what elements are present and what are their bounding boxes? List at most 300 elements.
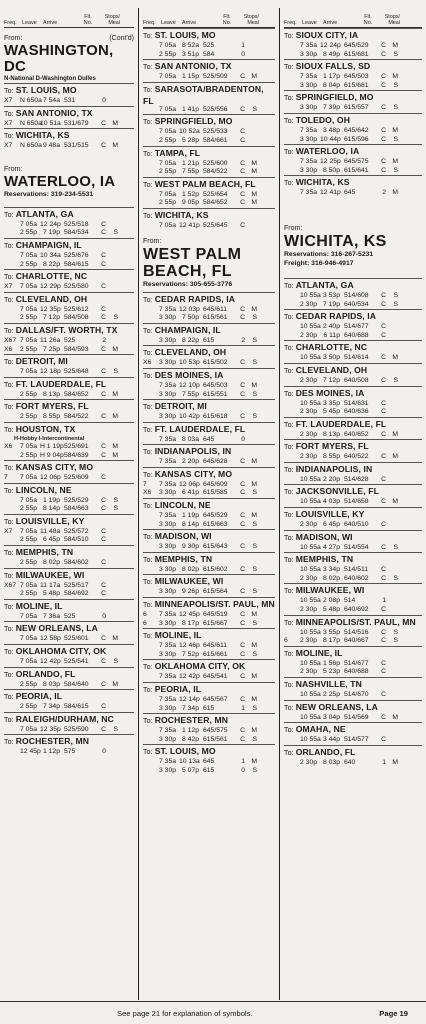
to-prefix: To: xyxy=(143,534,155,542)
arrive-time: 8 22p xyxy=(42,260,60,268)
arrive-time: 12 25p xyxy=(320,158,341,166)
leave-time: 3 30p xyxy=(159,735,177,743)
destination-block xyxy=(143,177,275,208)
leave-time: 7 05a xyxy=(159,221,177,229)
destination-block xyxy=(143,597,275,628)
destination-name: To: CHAMPAIGN, IL xyxy=(4,239,82,250)
flight-row xyxy=(143,758,275,767)
stops: C xyxy=(240,359,245,367)
arrive-time: 12 45p xyxy=(179,611,200,619)
destination-name: To: ST. LOUIS, MO xyxy=(143,30,216,40)
flight-row xyxy=(4,252,134,261)
stops: C xyxy=(381,323,386,331)
stops: C xyxy=(101,229,106,237)
flight-row xyxy=(143,137,275,146)
destination-block xyxy=(4,568,134,599)
meal: M xyxy=(251,758,257,766)
arrive-time: 10 42p xyxy=(179,413,200,421)
to-prefix: To: xyxy=(284,727,296,735)
flight-row xyxy=(143,489,275,498)
flight-number: 514/516 xyxy=(344,628,369,636)
flight-number: 525/654 xyxy=(203,190,228,198)
stops: C xyxy=(240,588,245,596)
flight-row xyxy=(4,306,134,315)
frequency xyxy=(4,252,20,261)
arrive-time: 8 42p xyxy=(181,735,199,743)
destination-name: To: ATLANTA, GA xyxy=(284,279,354,290)
flight-row xyxy=(143,314,275,323)
destination-name: To: SARASOTA/BRADENTON, FL xyxy=(143,83,264,106)
flight-number: 645/529 xyxy=(344,42,369,49)
meal: S xyxy=(113,496,118,504)
stops: C xyxy=(240,512,245,520)
flight-number: 514/554 xyxy=(344,543,369,551)
flight-number: 640/602 xyxy=(344,574,369,582)
frequency xyxy=(143,566,159,575)
arrive-time: 8 17p xyxy=(322,637,340,645)
flight-number: 525/645 xyxy=(203,221,228,229)
stops: C xyxy=(240,543,245,551)
arrive-time: 1 19p xyxy=(181,512,199,520)
meal xyxy=(106,528,118,537)
leave-time: 7 35a xyxy=(159,381,177,389)
stops: C xyxy=(381,628,386,636)
to-prefix: To: xyxy=(284,95,296,103)
frequency: X6 xyxy=(143,359,152,367)
airport-note: H-Hobby I-Intercontinental xyxy=(14,435,85,442)
destination-name: To: DES MOINES, IA xyxy=(143,369,224,380)
meal: S xyxy=(393,628,398,636)
frequency xyxy=(284,521,300,530)
stops: C xyxy=(101,703,106,711)
flight-number: 615/643 xyxy=(203,543,228,551)
meal: M xyxy=(392,430,398,438)
frequency xyxy=(143,651,159,660)
flight-row xyxy=(143,705,275,714)
frequency: X67 xyxy=(4,336,17,344)
arrive-time: 10 13a xyxy=(179,758,200,766)
meal: M xyxy=(251,199,257,207)
arrive-time: 1 12p xyxy=(181,727,199,735)
leave-time: 3 30p xyxy=(159,489,177,497)
stops: C xyxy=(101,305,106,313)
frequency xyxy=(284,167,300,176)
flight-row xyxy=(284,127,422,136)
flight-number: 514/628 xyxy=(344,475,369,483)
leave-time: 10 55a xyxy=(300,354,321,362)
stops: C xyxy=(101,505,106,513)
leave-time: 2 55p xyxy=(20,451,38,459)
leave-time: 10 55a xyxy=(300,736,321,744)
flight-row xyxy=(143,73,275,82)
origin-city: WICHITA, KS xyxy=(284,232,387,250)
destination-name: To: CLEVELAND, OH xyxy=(143,347,227,358)
flight-row xyxy=(4,681,134,690)
to-prefix: To: xyxy=(284,444,296,452)
flight-number: 640/534 xyxy=(344,300,369,308)
leave-time: 2 55p xyxy=(20,314,38,322)
frequency xyxy=(4,613,20,622)
flight-number: 525/518 xyxy=(64,220,89,228)
frequency xyxy=(4,413,20,422)
stops: C xyxy=(101,413,106,421)
to-prefix: To: xyxy=(284,345,296,353)
leave-time: 3 30p xyxy=(300,81,318,89)
frequency: X7 xyxy=(4,527,13,535)
leave-time: 7 35a xyxy=(300,126,318,134)
to-prefix: To: xyxy=(284,588,296,596)
arrive-time: 3 35p xyxy=(322,399,340,407)
arrive-time: 11 26a xyxy=(40,336,61,344)
frequency xyxy=(284,136,300,145)
destination-block xyxy=(284,462,422,485)
meal: M xyxy=(251,458,257,466)
to-prefix: To: xyxy=(143,602,155,610)
leave-time: 7 35a xyxy=(159,458,177,466)
flight-row xyxy=(4,368,134,377)
arrive-time: 8 50p xyxy=(322,166,340,174)
stops: C xyxy=(381,498,386,506)
stops: C xyxy=(381,637,386,645)
destination-block xyxy=(284,340,422,363)
flight-row xyxy=(143,359,275,368)
flight-number: 645 xyxy=(203,435,215,443)
flight-number: 525/580 xyxy=(64,283,89,291)
to-prefix: To: xyxy=(143,664,155,672)
to-prefix: To: xyxy=(284,619,296,627)
stops: C xyxy=(240,696,245,703)
destination-name: To: RALEIGH/DURHAM, NC xyxy=(4,713,114,724)
to-prefix: To: xyxy=(143,449,155,457)
meal xyxy=(386,606,398,615)
stops: C xyxy=(240,480,245,488)
leave-time: 10 55a xyxy=(300,475,321,483)
frequency xyxy=(143,758,159,767)
destination-name: To: TAMPA, FL xyxy=(143,147,201,158)
arrive-time: 12 42p xyxy=(179,673,200,681)
leave-time: 2 55p xyxy=(20,536,38,544)
to-prefix: To: xyxy=(284,33,296,40)
meal xyxy=(106,97,118,106)
flight-row xyxy=(284,323,422,332)
flight-number: 615/602 xyxy=(203,565,228,573)
leave-time: 3 30p xyxy=(159,359,177,367)
flight-number: 525/609 xyxy=(64,474,89,482)
to-prefix: To: xyxy=(143,503,155,511)
column-2 xyxy=(139,8,279,998)
meal: S xyxy=(113,658,118,666)
stops: C xyxy=(240,611,245,619)
leave-time: 3 30p xyxy=(159,619,177,627)
meal: M xyxy=(251,190,257,198)
flight-row xyxy=(143,481,275,490)
flight-number: 514/569 xyxy=(344,713,369,721)
flight-row xyxy=(143,458,275,467)
frequency xyxy=(143,696,159,705)
flight-number: 531 xyxy=(64,97,76,104)
destination-block xyxy=(143,552,275,575)
origin-city-line2: BEACH, FL xyxy=(143,262,232,280)
flight-row xyxy=(284,476,422,485)
arrive-time: 2 08p xyxy=(322,597,340,605)
flight-number: 615/661 xyxy=(203,650,228,658)
arrive-time: 9 05p xyxy=(181,199,199,207)
meal: M xyxy=(251,480,257,488)
meal xyxy=(106,261,118,270)
arrive-time: 12 41p xyxy=(179,221,200,229)
leave-time: 3 30p xyxy=(159,704,177,712)
destination-block xyxy=(284,646,422,677)
meal: S xyxy=(393,637,398,645)
meal xyxy=(106,536,118,545)
origin-washington xyxy=(4,34,134,83)
flight-row xyxy=(284,292,422,301)
leave-time: 7 05a xyxy=(20,658,38,666)
flight-number: 525 xyxy=(64,336,76,344)
flight-row xyxy=(4,497,134,506)
meal: M xyxy=(251,673,257,681)
origin-wichita xyxy=(284,224,422,268)
leave-time: 2 30p xyxy=(300,331,318,339)
to-prefix: To: xyxy=(4,716,16,724)
origin-west-palm-beach xyxy=(143,237,275,289)
destination-block xyxy=(143,399,275,422)
flight-number: 525/556 xyxy=(203,105,228,113)
flight-row xyxy=(143,199,275,208)
frequency xyxy=(284,759,300,768)
destination-name: To: FT. LAUDERDALE, FL xyxy=(284,418,387,429)
page-number: Page 19 xyxy=(379,1009,408,1018)
flight-number: 584/534 xyxy=(64,229,89,237)
frequency xyxy=(143,543,159,552)
flight-number: 615/618 xyxy=(203,413,228,421)
stops: C xyxy=(240,489,245,497)
meal: S xyxy=(393,50,398,58)
frequency xyxy=(143,727,159,736)
column-3 xyxy=(280,8,426,998)
meal xyxy=(386,597,398,606)
flight-row xyxy=(143,391,275,400)
arrive-time: 12 58p xyxy=(40,635,61,643)
stops: C xyxy=(101,283,106,291)
frequency xyxy=(143,306,159,315)
flight-row xyxy=(284,301,422,310)
leave-time: 2 30p xyxy=(300,408,318,416)
meal: S xyxy=(393,376,398,384)
meal: S xyxy=(252,588,257,596)
stops: C xyxy=(381,453,386,461)
stops: C xyxy=(240,381,245,389)
arrive-time: 7 19p xyxy=(322,300,340,308)
arrive-time: 8 49p xyxy=(322,50,340,58)
arrive-time: 12 41p xyxy=(320,189,341,197)
destination-block xyxy=(284,745,422,768)
stops: C xyxy=(101,474,106,482)
leave-time: 7 35a xyxy=(300,42,318,49)
destination-block xyxy=(4,712,134,735)
destination-name: To: LINCOLN, NE xyxy=(4,484,72,495)
stops: C xyxy=(381,81,386,89)
stops: C xyxy=(101,725,106,733)
stops: 0 xyxy=(102,748,106,756)
destination-block xyxy=(4,292,134,323)
frequency xyxy=(284,42,300,51)
flight-number: 514 xyxy=(344,597,356,605)
arrive-time: 5 45p xyxy=(322,408,340,416)
stops: C xyxy=(381,668,386,676)
flight-number: 531/679 xyxy=(64,119,89,127)
leave-time: 3 30p xyxy=(300,135,318,143)
flight-number: 514/677 xyxy=(344,323,369,331)
flight-row xyxy=(284,606,422,615)
stops: C xyxy=(240,136,245,144)
meal: M xyxy=(112,345,118,353)
frequency xyxy=(284,377,300,386)
column-1 xyxy=(0,8,138,998)
arrive-time: 7 34p xyxy=(42,703,60,711)
arrive-time: 7 12p xyxy=(322,376,340,384)
flight-number: 584/593 xyxy=(64,345,89,353)
stops: C xyxy=(240,673,245,681)
stops: C xyxy=(381,126,386,134)
frequency xyxy=(284,629,300,638)
flight-number: 584 xyxy=(203,50,215,58)
destination-block xyxy=(143,659,275,682)
flight-row xyxy=(284,354,422,363)
arrive-time: 12 14p xyxy=(179,696,200,703)
destination-name: To: ATLANTA, GA xyxy=(4,208,74,219)
origin-waterloo xyxy=(4,165,134,199)
to-prefix: To: xyxy=(143,426,155,434)
arrive-time: 6 41p xyxy=(181,489,199,497)
frequency: X67 xyxy=(4,581,17,589)
leave-time: 7 05a xyxy=(20,581,38,589)
frequency xyxy=(284,498,300,507)
arrive-time: 5 48p xyxy=(42,590,60,598)
flight-number: 615/564 xyxy=(203,588,228,596)
flight-number: 525/691 xyxy=(64,442,89,450)
flight-number: 525/541 xyxy=(64,658,89,666)
frequency xyxy=(143,673,159,682)
meal: S xyxy=(252,650,257,658)
destination-block xyxy=(143,82,275,115)
leave-time: 7 35a xyxy=(159,480,177,488)
flight-row xyxy=(143,736,275,745)
stops: 0 xyxy=(241,766,245,774)
to-prefix: To: xyxy=(143,404,155,412)
destination-block xyxy=(4,422,134,460)
stops: C xyxy=(381,300,386,308)
stops: C xyxy=(381,659,386,667)
arrive-time: 1 17p xyxy=(322,73,340,81)
meal: M xyxy=(251,305,257,313)
stops: C xyxy=(240,305,245,313)
meal xyxy=(386,400,398,409)
destination-name: To: INDIANAPOLIS, IN xyxy=(284,463,373,474)
arrive-time: 2 20p xyxy=(322,475,340,483)
flight-number: 525/529 xyxy=(64,496,89,504)
destination-name: To: MADISON, WI xyxy=(143,531,212,542)
flight-row xyxy=(284,566,422,575)
destination-name: To: PEORIA, IL xyxy=(4,691,63,702)
to-prefix: To: xyxy=(143,350,155,358)
flight-number: 645/503 xyxy=(203,381,228,389)
meal: S xyxy=(393,166,398,174)
meal: S xyxy=(393,135,398,143)
leave-time: 3 30p xyxy=(159,766,177,774)
flight-row xyxy=(284,42,422,51)
stops: C xyxy=(381,736,386,744)
leave-time: 7 05a xyxy=(20,612,38,620)
meal: M xyxy=(392,498,398,506)
stops: 0 xyxy=(241,50,245,58)
leave-time: 2 30p xyxy=(300,376,318,384)
arrive-time: 9 26p xyxy=(181,588,199,596)
flight-number: 514/511 xyxy=(344,566,369,574)
leave-time: 7 35a xyxy=(300,158,318,166)
destination-block xyxy=(4,377,134,400)
destination-block xyxy=(143,146,275,177)
leave-time: 10 55a xyxy=(300,659,321,667)
leave-time: 7 35a xyxy=(159,696,177,703)
destination-name: To: NEW ORLEANS, LA xyxy=(284,701,378,712)
flight-row xyxy=(284,521,422,530)
stops: C xyxy=(381,291,386,299)
to-prefix: To: xyxy=(143,212,155,220)
frequency xyxy=(4,536,20,545)
flight-row xyxy=(143,436,275,445)
meal xyxy=(106,474,118,483)
arrive-time: 2 25p xyxy=(322,691,340,698)
flight-number: 514/658 xyxy=(344,498,369,506)
destination-name: To: WICHITA, KS xyxy=(284,177,350,188)
meal: S xyxy=(393,300,398,308)
meal xyxy=(386,476,398,485)
arrive-time: 8 14p xyxy=(181,520,199,528)
leave-time: 2 30p xyxy=(300,430,318,438)
leave-time: N 650a xyxy=(20,119,42,127)
flight-number: 645/575 xyxy=(344,158,369,166)
flight-number: 525/572 xyxy=(64,527,89,535)
arrive-time: 7 34p xyxy=(181,704,199,712)
to-prefix: To: xyxy=(4,381,16,389)
arrive-time: 12 42p xyxy=(40,658,61,666)
destination-name: To: OMAHA, NE xyxy=(284,724,346,735)
destination-name: To: CHARLOTTE, NC xyxy=(284,342,368,353)
destination-block xyxy=(284,583,422,614)
frequency: 6 xyxy=(143,619,147,627)
frequency: X6 xyxy=(4,442,13,450)
flight-row xyxy=(284,400,422,409)
flight-row xyxy=(284,575,422,584)
leave-time: 7 35a xyxy=(159,758,177,766)
destination-block xyxy=(4,269,134,292)
meal: S xyxy=(252,766,257,774)
arrive-time: 11 17a xyxy=(40,581,61,589)
to-prefix: To: xyxy=(284,534,296,542)
meal xyxy=(245,51,257,60)
frequency xyxy=(284,575,300,584)
destination-name: To: MINNEAPOLIS/ST. PAUL, MN xyxy=(143,599,275,610)
meal xyxy=(106,283,118,292)
meal: M xyxy=(251,696,257,703)
continued-label: (Cont'd) xyxy=(109,35,134,42)
stops: C xyxy=(101,658,106,666)
flight-row xyxy=(284,668,422,677)
meal: S xyxy=(252,543,257,551)
frequency xyxy=(284,408,300,417)
flight-row xyxy=(143,222,275,231)
